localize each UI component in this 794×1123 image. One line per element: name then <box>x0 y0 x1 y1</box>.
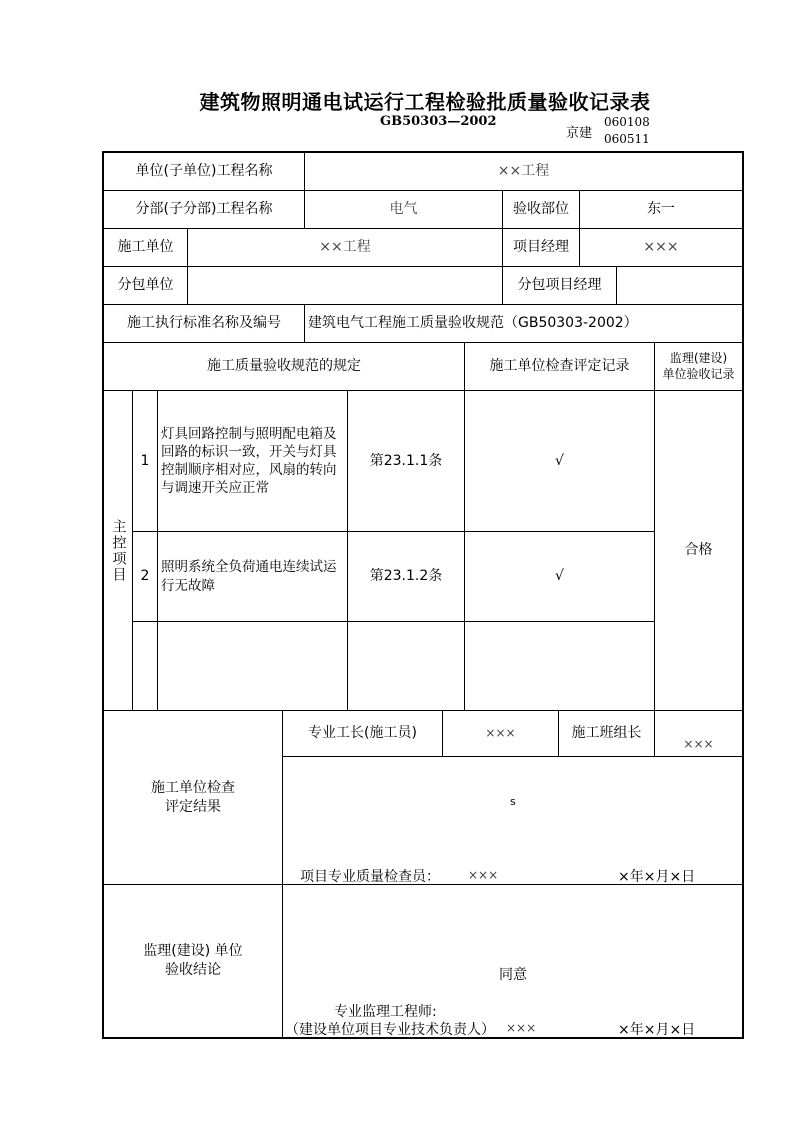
acceptance-part-value: 东一 <box>647 201 675 218</box>
supervision-result: 合格 <box>684 542 713 559</box>
acceptance-part-label: 验收部位 <box>513 201 569 218</box>
supervision-header-line1: 监理(建设) <box>669 350 728 365</box>
engineer-value: ××× <box>506 1021 537 1035</box>
construction-check-label <box>104 711 282 884</box>
subcontract-pm-label: 分包项目经理 <box>517 277 602 294</box>
construction-check-label-line1: 施工单位检查 <box>151 779 235 796</box>
foreman-value: ××× <box>485 726 516 741</box>
spec-header: 施工质量验收规范的规定 <box>207 358 361 375</box>
form-code-2: 060511 <box>604 132 650 146</box>
standard-code: GB50303—2002 <box>380 114 497 129</box>
item-1-clause: 第23.1.1条 <box>369 452 443 469</box>
unit-project-label: 单位(子单位)工程名称 <box>135 162 273 179</box>
team-leader-value: ××× <box>683 736 714 751</box>
record-header: 施工单位检查评定记录 <box>489 358 630 375</box>
form-code-1: 060108 <box>604 115 650 129</box>
document-title: 建筑物照明通电试运行工程检验批质量验收记录表 <box>199 90 651 114</box>
foreman-label: 专业工长(施工员) <box>308 725 417 742</box>
subcontract-unit-label: 分包单位 <box>117 277 174 294</box>
standard-value: 建筑电气工程施工质量验收规范（GB50303-2002） <box>308 315 638 332</box>
item-2-number: 2 <box>140 568 150 585</box>
standard-label: 施工执行标准名称及编号 <box>127 315 281 332</box>
division-label: 分部(子分部)工程名称 <box>135 201 273 218</box>
team-leader-label: 施工班组长 <box>571 725 642 742</box>
project-manager-label: 项目经理 <box>513 239 569 256</box>
construction-unit-label: 施工单位 <box>117 239 174 256</box>
supervision-conclusion-label <box>104 885 282 1037</box>
inspection-date: ×年×月×日 <box>618 869 696 885</box>
construction-check-label-line2: 评定结果 <box>165 798 221 815</box>
jingjian-label: 京建 <box>566 126 593 141</box>
project-manager-value: ××× <box>643 239 679 256</box>
main-items-label: 主控项目 <box>110 518 127 583</box>
item-2-check: √ <box>555 568 564 585</box>
supervision-header <box>655 343 742 390</box>
item-1-number: 1 <box>140 452 150 469</box>
check-mark-s: s <box>510 795 516 808</box>
supervision-conclusion-label-line2: 验收结论 <box>165 962 221 978</box>
construction-unit-value: ××工程 <box>319 239 371 256</box>
supervision-header-line2: 单位验收记录 <box>662 366 735 381</box>
inspector-value: ××× <box>468 868 499 882</box>
item-1-check: √ <box>555 452 564 469</box>
item-2-clause: 第23.1.2条 <box>369 568 443 585</box>
division-value: 电气 <box>389 201 418 218</box>
engineer-line1: 专业监理工程师: <box>334 1004 437 1020</box>
supervision-conclusion-label-line1: 监理(建设) 单位 <box>143 943 243 960</box>
conclusion-date: ×年×月×日 <box>618 1022 696 1038</box>
supervision-result-text: 同意 <box>499 967 527 983</box>
item-1-text: 灯具回路控制与照明配电箱及回路的标识一致，开关与灯具控制顺序相对应，风扇的转向与调速开关应正常 <box>161 425 337 497</box>
inspector-label: 项目专业质量检查员： <box>300 869 440 885</box>
engineer-line2: （建设单位项目专业技术负责人） <box>285 1022 495 1038</box>
item-2-text: 照明系统全负荷通电连续试运行无故障 <box>161 559 337 594</box>
unit-project-value: ××工程 <box>497 162 550 179</box>
